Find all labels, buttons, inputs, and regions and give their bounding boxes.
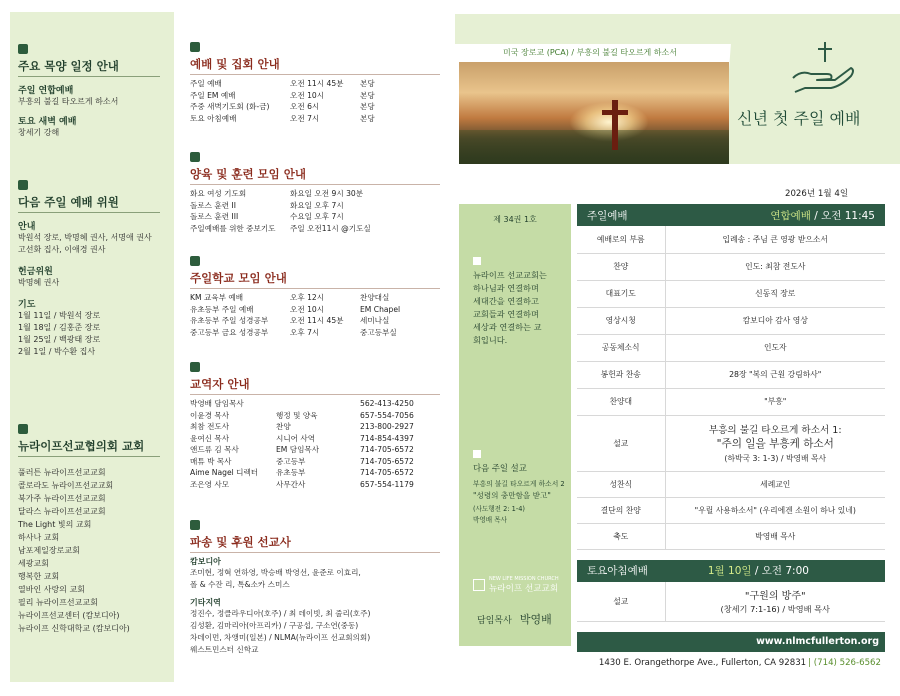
order-value: 캄보디아 감사 영상	[665, 307, 885, 334]
pastor-name: 박영배	[519, 613, 552, 626]
next-sermon-pastor: 박영배 목사	[473, 516, 507, 524]
table-row	[190, 315, 400, 327]
table-row	[190, 223, 371, 235]
school-title: 주일학교 모임 안내	[190, 270, 440, 289]
sunday-service-header	[577, 204, 885, 226]
training-title: 양육 및 훈련 모임 안내	[190, 166, 440, 185]
table-row	[577, 471, 885, 497]
church-logo	[473, 576, 559, 594]
table-cell: 유초등부 주일 성경공부	[190, 316, 269, 325]
order-label: 대표기도	[577, 280, 665, 307]
table-cell: Aime Nagel 디렉터	[190, 468, 259, 477]
missions-title: 파송 및 후원 선교사	[190, 534, 440, 553]
table-cell: 유초등부	[276, 468, 306, 477]
cambodia-text: 조미현, 정혁 연하영, 박승배 박영선, 윤준로 이효리,	[190, 568, 361, 577]
school-section	[190, 256, 440, 338]
table-row	[577, 253, 885, 280]
sermon-label: 설교	[577, 582, 665, 622]
schedule-text: 창세기 강해	[18, 128, 60, 137]
order-value: 세례교인	[665, 471, 885, 497]
staff-title: 교역자 안내	[190, 376, 440, 395]
mission-line: 회입니다.	[473, 335, 508, 345]
address-text: 1430 E. Orangethorpe Ave., Fullerton, CA 92831	[598, 658, 807, 668]
table-row	[577, 226, 885, 253]
square-bullet-icon	[18, 44, 28, 54]
hand-cross-icon	[787, 40, 857, 94]
order-value: 신동직 장로	[665, 280, 885, 307]
church-item: 남포제일장로교회	[18, 546, 80, 555]
table-cell: 본당	[360, 79, 375, 88]
table-cell: 찬양	[276, 422, 291, 431]
table-row	[577, 582, 885, 622]
table-cell: 주일 EM 예배	[190, 90, 236, 100]
schedule-heading: 주일 연합예배	[18, 86, 74, 96]
church-name-en: NEW LIFE MISSION CHURCH	[489, 576, 559, 582]
prayer-item: 1월 25일 / 백광태 장로	[18, 335, 101, 344]
table-row	[190, 211, 371, 223]
hero-image	[459, 62, 729, 164]
next-sermon-series: 부흥의 불길 타오르게 하소서 2	[473, 480, 565, 488]
square-bullet-icon	[190, 520, 200, 530]
website-bar	[577, 632, 885, 652]
saturday-time: / 오전 7:00	[751, 565, 809, 577]
church-item: 북가주 뉴라이프선교교회	[18, 494, 106, 503]
mission-line: 하나님과 연결하며	[473, 283, 539, 293]
church-item: 뉴라이프선교센터 (캄보디아)	[18, 611, 120, 620]
sunday-service-time	[770, 208, 875, 223]
order-label: 축도	[577, 523, 665, 549]
table-cell: 사무간사	[276, 479, 306, 489]
square-bullet-icon	[190, 42, 200, 52]
worship-table	[190, 78, 375, 124]
table-row	[190, 410, 414, 422]
mission-line: 세대간을 연결하고	[473, 296, 539, 306]
church-item: 콜로라도 뉴라이프선교교회	[18, 481, 114, 490]
cross-icon	[602, 110, 628, 115]
committee-section	[18, 180, 160, 358]
worship-title: 예배 및 집회 안내	[190, 56, 440, 75]
table-cell: 화요일 오후 7시	[290, 200, 344, 210]
saturday-sermon-cell	[665, 582, 885, 622]
table-row	[190, 101, 375, 113]
table-cell: 중고등부	[276, 456, 306, 466]
pastor-label: 담임목사	[477, 616, 512, 626]
order-label: 예배로의 부름	[577, 226, 665, 253]
table-cell: 찬양대실	[360, 293, 390, 302]
table-row	[577, 497, 885, 523]
table-cell: KM 교육부 예배	[190, 293, 244, 302]
website-link[interactable]: www.nlmcfullerton.org	[756, 636, 879, 647]
next-sermon-block	[473, 450, 565, 524]
table-cell: 714-854-4397	[360, 433, 414, 443]
middle-panel	[178, 0, 448, 696]
right-panel	[455, 0, 900, 696]
table-row	[190, 479, 414, 491]
table-row	[577, 361, 885, 388]
worship-section	[190, 42, 440, 124]
table-cell: EM 담임목사	[276, 445, 320, 454]
church-item: 행복한 교회	[18, 572, 60, 581]
denomination-text: 미국 장로교 (PCA) / 부흥의 불길 타오르게 하소서	[503, 48, 677, 57]
other-text: 웨스트민스터 신학교	[190, 645, 259, 654]
church-item: 열바인 사랑의 교회	[18, 585, 85, 594]
mission-statement	[473, 269, 569, 347]
table-cell: 657-554-1179	[360, 479, 414, 489]
square-bullet-icon	[18, 180, 28, 190]
table-row	[190, 200, 371, 212]
saturday-service-header	[577, 560, 885, 582]
saturday-sermon-ref: (창세기 7:1-16) / 박영배 목사	[720, 604, 830, 615]
other-text: 정진수, 정클라우디아(호주) / 최 데이빗, 최 줄리(호주)	[190, 609, 371, 618]
schedule-heading: 토요 새벽 예배	[18, 117, 77, 127]
church-item: 하사나 교회	[18, 533, 60, 542]
order-value: 인도자	[665, 334, 885, 361]
network-section	[18, 424, 160, 635]
table-cell: 화요 여성 기도회	[190, 189, 247, 198]
table-cell: 657-554-7056	[360, 410, 414, 420]
table-row	[577, 415, 885, 471]
table-cell: 본당	[360, 90, 375, 100]
table-row	[190, 456, 414, 468]
table-cell: 714-705-6572	[360, 445, 414, 454]
square-bullet-icon	[18, 424, 28, 434]
table-row	[190, 78, 375, 90]
table-row	[190, 398, 414, 410]
square-bullet-icon	[190, 152, 200, 162]
volume-label: 제 34권 1호	[493, 215, 537, 224]
prayer-item: 1월 11일 / 박원석 장로	[18, 311, 101, 320]
table-cell: 오전 11시 45분	[290, 316, 344, 325]
cover-sidebar	[459, 204, 571, 646]
cambodia-text: 폴 & 수잔 리, 톡&소카 스미스	[190, 580, 290, 589]
sunday-service-label: 주일예배	[587, 209, 628, 222]
table-cell: 본당	[360, 113, 375, 123]
table-cell: 오전 11시 45분	[290, 79, 344, 88]
other-heading: 기타지역	[190, 598, 221, 607]
training-table	[190, 188, 371, 234]
next-sermon-heading: 다음 주일 설교	[473, 463, 527, 473]
square-bullet-icon	[190, 256, 200, 266]
church-item: 뉴라이프 신학대학교 (캄보디아)	[18, 624, 130, 633]
saturday-service-label: 토요아침예배	[587, 565, 648, 577]
usher-heading: 안내	[18, 222, 36, 232]
service-title: 신년 첫 주일 예배	[737, 109, 861, 128]
table-cell: 714-705-6572	[360, 456, 414, 466]
table-cell: 주일 예배	[190, 79, 222, 88]
table-row	[190, 444, 414, 456]
white-square-icon	[473, 450, 481, 458]
table-cell: 돌로스 훈련 II	[190, 200, 236, 210]
table-cell: 토요 아침예배	[190, 113, 237, 123]
table-cell: 주일 오전11시 @기도실	[290, 223, 371, 233]
order-value: 입례송 : 주님 큰 영광 받으소서	[665, 226, 885, 253]
table-cell: 714-705-6572	[360, 468, 414, 477]
table-cell: 최참 전도사	[190, 422, 230, 431]
table-row	[190, 421, 414, 433]
church-name-ko: 뉴라이프 선교교회	[489, 584, 559, 594]
order-label: 봉헌과 찬송	[577, 361, 665, 388]
table-cell: 중고등부실	[360, 327, 397, 337]
next-sermon-ref: (사도행전 2: 1-4)	[473, 505, 526, 513]
square-bullet-icon	[190, 362, 200, 372]
white-square-icon	[473, 257, 481, 265]
table-cell: 유초등부 주일 예배	[190, 304, 254, 314]
sermon-series: 부흥의 불길 타오르게 하소서 1:	[708, 425, 842, 436]
sermon-ref: (하박국 3: 1-3) / 박영배 목사	[724, 454, 827, 463]
mission-block	[473, 257, 571, 347]
church-logo-icon	[473, 579, 485, 591]
table-cell: 박영배 담임목사	[190, 399, 244, 408]
bulletin-date: 2026년 1월 4일	[785, 189, 849, 199]
table-cell: EM Chapel	[360, 304, 401, 314]
order-table	[577, 226, 885, 550]
table-cell: 오후 7시	[290, 327, 320, 337]
table-cell: 오전 10시	[290, 304, 325, 314]
other-text: 차데이먼, 차앵미(일본) / NLMA(뉴라이프 선교회의회)	[190, 633, 371, 642]
network-title: 뉴라이프선교협의회 교회	[18, 438, 160, 457]
schedule-title: 주요 목양 일정 안내	[18, 58, 160, 77]
saturday-table	[577, 582, 885, 623]
staff-table	[190, 398, 414, 490]
missions-section	[190, 520, 440, 656]
table-cell: 오전 10시	[290, 90, 325, 100]
table-row	[577, 280, 885, 307]
other-text: 김성환, 김마리아(아프리카) / 구공섭, 구소연(중동)	[190, 621, 359, 630]
table-cell: 윤여신 목사	[190, 433, 230, 443]
table-cell: 오후 12시	[290, 293, 325, 302]
order-value: "부흥"	[665, 388, 885, 415]
table-row	[577, 388, 885, 415]
offering-heading: 헌금위원	[18, 267, 53, 277]
table-cell: 매튜 박 목사	[190, 456, 232, 466]
address-line: 1430 E. Orangethorpe Ave., Fullerton, CA 92831 | (714) 526-6562	[598, 658, 881, 668]
table-row	[190, 292, 400, 304]
mission-line: 교회들과 연결하며	[473, 309, 539, 319]
table-cell: 562-413-4250	[360, 399, 414, 408]
schedule-section	[18, 44, 160, 139]
order-value: "우릴 사용하소서" (우리에겐 소원이 하나 있네)	[665, 497, 885, 523]
saturday-sermon-title: "구원의 방주"	[744, 591, 806, 603]
cambodia-heading: 캄보디아	[190, 557, 221, 566]
table-cell: 시니어 사역	[276, 433, 316, 443]
table-row	[190, 467, 414, 479]
table-row	[190, 433, 414, 445]
table-row	[190, 327, 400, 339]
grass-field	[459, 130, 729, 164]
next-sermon-title: "성령의 충만함을 받고"	[473, 491, 551, 500]
table-cell: 돌로스 훈련 III	[190, 212, 239, 221]
prayer-heading: 기도	[18, 300, 36, 310]
order-label: 성찬식	[577, 471, 665, 497]
table-row	[577, 307, 885, 334]
table-cell: 이윤경 목사	[190, 410, 230, 420]
table-cell: 오전 7시	[290, 113, 320, 123]
committee-title: 다음 주일 예배 위원	[18, 194, 160, 213]
service-time: / 오전 11:45	[810, 209, 875, 222]
order-label: 찬양대	[577, 388, 665, 415]
table-cell: 중고등부 금요 성경공부	[190, 327, 269, 337]
table-cell: 화요일 오전 9시 30분	[290, 189, 364, 198]
order-label: 영상시청	[577, 307, 665, 334]
order-label: 공동체소식	[577, 334, 665, 361]
usher-text: 고선화 집사, 이애경 권사	[18, 245, 106, 254]
pastor-block	[477, 608, 552, 627]
saturday-service-time	[708, 563, 809, 578]
order-value: 박영배 목사	[665, 523, 885, 549]
church-item: 달라스 뉴라이프선교교회	[18, 507, 106, 516]
school-table	[190, 292, 400, 338]
order-label: 찬양	[577, 253, 665, 280]
table-cell: 주중 새벽기도회 (화-금)	[190, 102, 270, 111]
table-row	[190, 304, 400, 316]
usher-text: 박원석 장로, 박명혜 권사, 서명애 권사	[18, 233, 152, 242]
order-label: 결단의 찬양	[577, 497, 665, 523]
mission-line: 세상과 연결하는 교	[473, 322, 542, 332]
table-cell: 수요일 오후 7시	[290, 212, 344, 221]
schedule-text: 부흥의 불길 타오르게 하소서	[18, 97, 119, 106]
training-section	[190, 152, 440, 234]
prayer-item: 1월 18일 / 김홍준 장로	[18, 323, 101, 332]
table-row	[190, 90, 375, 102]
table-cell: 세미나실	[360, 316, 390, 325]
order-value: 28장 "복의 근원 강림하사"	[665, 361, 885, 388]
prayer-item: 2월 1일 / 박수환 집사	[18, 347, 96, 356]
table-cell: 행정 및 양육	[276, 410, 318, 420]
sermon-label: 설교	[577, 415, 665, 471]
table-cell: 213-800-2927	[360, 422, 414, 431]
service-highlight: 연합예배	[770, 209, 811, 222]
saturday-date: 1월 10일	[707, 565, 752, 577]
table-cell	[276, 398, 360, 410]
mission-line: 뉴라이프 선교교회는	[473, 270, 547, 280]
table-cell: 주일예배를 위한 중보기도	[190, 223, 276, 233]
sermon-title: "주의 일을 부흥케 하소서	[716, 438, 834, 450]
table-row	[577, 523, 885, 549]
table-cell: 조은영 사모	[190, 479, 230, 489]
phone-number: (714) 526-6562	[811, 658, 881, 668]
church-logo-text	[489, 576, 559, 594]
order-value: 인도: 최참 전도사	[665, 253, 885, 280]
church-item: The Light 빛의 교회	[18, 520, 92, 529]
church-item: 필리 뉴라이프선교교회	[18, 598, 98, 607]
cross-icon	[612, 100, 618, 150]
sermon-cell	[665, 415, 885, 471]
worship-order	[577, 204, 885, 622]
staff-section	[190, 362, 440, 490]
table-row	[577, 334, 885, 361]
offering-text: 박명혜 권사	[18, 278, 60, 287]
table-cell: 앤드류 김 목사	[190, 445, 239, 454]
table-cell: 오전 6시	[290, 102, 320, 111]
table-cell: 본당	[360, 102, 375, 111]
table-row	[190, 188, 371, 200]
table-row	[190, 113, 375, 125]
church-item: 풀러튼 뉴라이프선교교회	[18, 468, 106, 477]
church-item: 세광교회	[18, 559, 49, 568]
